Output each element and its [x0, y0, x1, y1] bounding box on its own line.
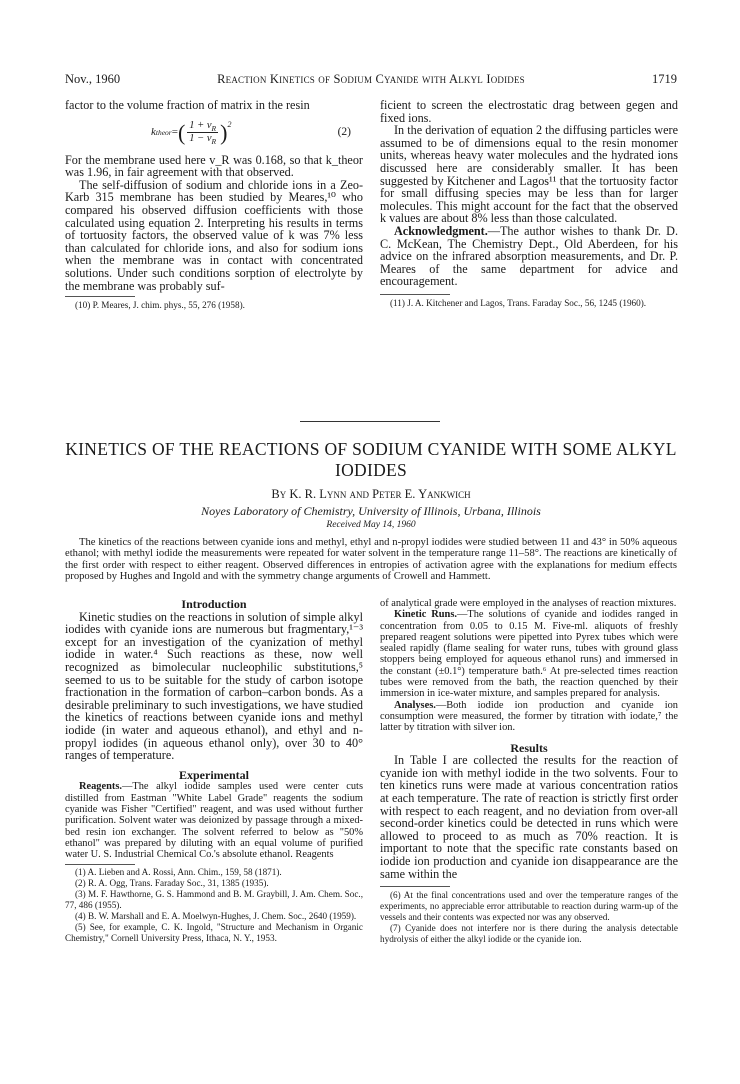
kinetic-runs-paragraph: Kinetic Runs.—The solutions of cyanide and iodides ranged in concentration from 0.05 to 0.15 M. Five-ml. aliquots of freshly prepared reagent solutions were pipetted into Pyrex tubes which were sealed rapidly (flame sealing for water runs, tubes with ground glass stoppers being employed for aqueous ethanol runs) and immersed in the constant (±0.1°) temperature bath.⁶ At pre-selected times reaction tubes were removed from the bath, the reaction quenched by their immersion in ice-water mixture, and samples prepared for analysis.	[380, 609, 678, 700]
footnote-rule	[380, 294, 450, 295]
prev-left-paragraph-1: factor to the volume fraction of matrix in the resin	[65, 98, 310, 112]
footnote-10: (10) P. Meares, J. chim. phys., 55, 276 (1958).	[75, 300, 245, 311]
reagents-label: Reagents.	[79, 781, 122, 793]
footnote-5: (5) See, for example, C. K. Ingold, "Structure and Mechanism in Organic Chemistry," Cornell University Press, Ithaca, N. Y., 1953.	[65, 922, 363, 944]
prev-left-paragraph-2: For the membrane used here v_R was 0.168, so that k_theor was 1.96, in fair agreement with that observed.	[65, 152, 363, 180]
received-date: Received May 14, 1960	[326, 520, 416, 530]
footnote-4: (4) B. W. Marshall and E. A. Moelwyn-Hughes, J. Chem. Soc., 2640 (1959).	[75, 911, 357, 922]
equation-fraction: $\frac{1 + v_R}{1 - v_R}$	[189, 120, 217, 147]
footnotes-right	[380, 890, 678, 945]
footnote-1: (1) A. Lieben and A. Rossi, Ann. Chim., 159, 58 (1871).	[75, 867, 282, 878]
abstract: The kinetics of the reactions between cyanide ions and methyl, ethyl and n-propyl iodides were studied between 11 and 43° in 50% aqueous ethanol; with methyl iodide the measurements were repeated for water solvent in the temperature range 11–58°. The reactions are kinetically of the first order with respect to either reagent. Observed differences in entropies of activation agree with the explanations for medium effects proposed by Hughes and Ingold and with the symmetry change arguments of Crowell and Hammett.	[65, 537, 677, 583]
prev-left-paragraph-3: The self-diffusion of sodium and chloride ions in a Zeo-Karb 315 membrane has been studied by Meares,¹⁰ who compared his observed diffusion coefficients with those calculated using equation 2. Interpreting his results in terms of tortuosity factors, the observed value of k was 7% less than calculated for chloride ions, and also for sodium ions when the membrane was in contact with concentrated solutions. Under such conditions sorption of electrolyte by the membrane was probably suf-	[65, 177, 363, 293]
article-authors: By K. R. Lynn and Peter E. Yankwich	[271, 487, 471, 501]
footnote-rule	[65, 864, 135, 865]
acknowledgment: Acknowledgment.—The author wishes to thank Dr. D. C. McKean, The Chemistry Dept., Old Aberdeen, for his advice on the infrared absorption measurements, and Dr. P. Meares of the same department for advice and encouragement.	[380, 223, 678, 289]
section-heading-introduction: Introduction	[181, 597, 247, 611]
footnote-rule	[65, 296, 135, 297]
reagents-continuation: of analytical grade were employed in the analyses of reaction mixtures.	[380, 598, 677, 609]
footnote-7: (7) Cyanide does not interfere nor is there during the analysis detectable hydrolysis of either the alkyl iodide or the cyanide ion.	[380, 923, 678, 945]
header-date: Nov., 1960	[65, 72, 121, 86]
article-title: KINETICS OF THE REACTIONS OF SODIUM CYANIDE WITH SOME ALKYL IODIDES	[65, 439, 677, 480]
article-left-column	[65, 598, 363, 944]
analyses-paragraph: Analyses.—Both iodide ion production and cyanide ion consumption were measured, the former by titration with iodate,⁷ the latter by titration with silver ion.	[380, 699, 678, 734]
footnote-6: (6) At the final concentrations used and over the temperature ranges of the experiments, no appreciable error attributable to reaction during warm-up of the vessels and their contents was expected nor was any observed.	[380, 890, 678, 923]
footnotes-left	[65, 867, 363, 944]
prev-right-paragraph-2: In the derivation of equation 2 the diffusing particles were assumed to be of dimensions equal to the resin monomer units, whereas heavy water molecules and the hydrated ions discussed here are considerably smaller. It has been suggested by Kitchener and Lagos¹¹ that the tortuosity factor for small diffusing species may be less than for larger molecules. This might account for the fact that the observed k values are about 8% less than those calculated.	[380, 123, 678, 226]
section-heading-experimental: Experimental	[179, 767, 249, 782]
article-right-column	[380, 598, 678, 945]
article-affiliation: Noyes Laboratory of Chemistry, University of Illinois, Urbana, Illinois	[201, 504, 541, 518]
prev-right-paragraph-1: ficient to screen the electrostatic drag between gegen and fixed ions.	[380, 98, 678, 125]
header-title: Reaction Kinetics of Sodium Cyanide with Alkyl Iodides	[217, 72, 525, 86]
prev-article-left-column	[65, 99, 363, 311]
analyses-label: Analyses.	[394, 699, 436, 711]
footnote-11: (11) J. A. Kitchener and Lagos, Trans. Faraday Soc., 56, 1245 (1960).	[390, 297, 647, 308]
footnote-2: (2) R. A. Ogg, Trans. Faraday Soc., 31, 1385 (1935).	[75, 878, 269, 889]
footnote-rule	[380, 886, 450, 887]
acknowledgment-label: Acknowledgment.	[394, 223, 488, 238]
page-number: 1719	[652, 72, 677, 86]
equation-2	[65, 116, 363, 150]
results-paragraph: In Table I are collected the results for the reaction of cyanide ion with methyl iodide in the two solvents. Four to ten kinetics runs were made at various concentration ratios at each temperature. The rate of reaction is strictly first order with respect to each reagent, and no deviation from over-all second-order kinetics could be detected in runs which were allowed to proceed to as much as 70% reaction. It is important to note that the specific rate constants based on iodide ion production and cyanide ion disappearance are the same within the	[380, 753, 678, 881]
footnote-3: (3) M. F. Hawthorne, G. S. Hammond and B. M. Graybill, J. Am. Chem. Soc., 77, 486 (1955).	[65, 889, 363, 911]
section-heading-results: Results	[510, 740, 548, 755]
kinetic-runs-label: Kinetic Runs.	[394, 609, 457, 621]
equation-number: (2)	[337, 126, 351, 139]
prev-article-right-column	[380, 99, 678, 309]
equation-body: k theor = ( $\frac{1 + v_R}{1 - v_R}$ ) $^2$	[151, 119, 232, 147]
article-separator	[300, 421, 440, 422]
reagents-paragraph: Reagents.—The alkyl iodide samples used were center cuts distilled from Eastman "White Label Grade" reagents the sodium cyanide was Fisher "Certified" reagent, and was used without further purification. Solvent water was deionized by passage through a mixed-bed resin ion exchanger. The solvent referred to below as "50% ethanol" was prepared by diluting with an equal volume of purified water U. S. Industrial Chemical Co.'s absolute ethanol. Reagents	[65, 781, 363, 861]
introduction-paragraph: Kinetic studies on the reactions in solution of simple alkyl iodides with cyanide ions are numerous but fragmentary,¹⁻³ except for an investigation of the cyanization of methyl iodide in water.⁴ Such reactions as these, now well recognized as bimolecular nucleophilic substitutions,⁵ seemed to us to be suitable for the study of carbon isotope fractionation in the formation of carbon–carbon bonds. As a desirable preliminary to such investigations, we have studied the kinetics of reactions between cyanide ions and methyl iodide (in water and aqueous ethanol), and ethyl and n-propyl iodides (in aqueous ethanol only), over 30 to 40° ranges of temperature.	[65, 609, 363, 763]
